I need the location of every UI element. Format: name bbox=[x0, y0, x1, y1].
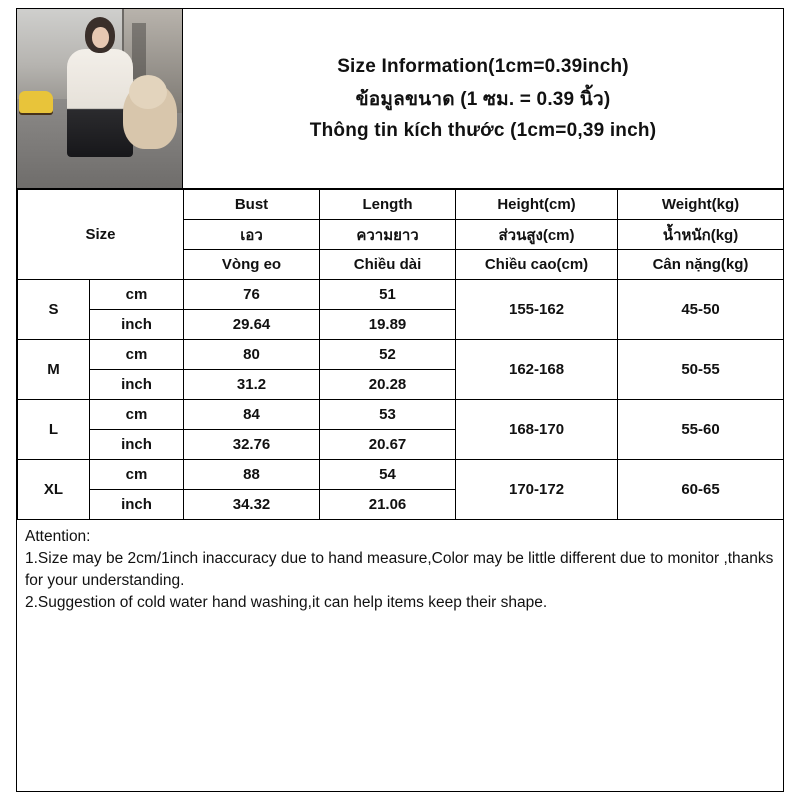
table-row bbox=[18, 280, 784, 310]
header-length-vi: Chiều dài bbox=[320, 250, 456, 280]
row-size-xl: XL bbox=[18, 460, 90, 520]
header-height-vi: Chiều cao(cm) bbox=[456, 250, 618, 280]
row-size-m: M bbox=[18, 340, 90, 400]
xl-length-cm: 54 bbox=[320, 460, 456, 490]
xl-bust-cm: 88 bbox=[184, 460, 320, 490]
photo-dog-head bbox=[129, 75, 167, 109]
s-weight: 45-50 bbox=[618, 280, 784, 340]
unit-cm: cm bbox=[90, 340, 184, 370]
size-table bbox=[17, 189, 784, 520]
model-photo bbox=[17, 9, 183, 188]
s-height: 155-162 bbox=[456, 280, 618, 340]
title-en: Size Information(1cm=0.39inch) bbox=[337, 55, 629, 77]
l-length-in: 20.67 bbox=[320, 430, 456, 460]
s-bust-in: 29.64 bbox=[184, 310, 320, 340]
xl-length-in: 21.06 bbox=[320, 490, 456, 520]
header-height-en: Height(cm) bbox=[456, 190, 618, 220]
xl-bust-in: 34.32 bbox=[184, 490, 320, 520]
table-row bbox=[18, 400, 784, 430]
title-block bbox=[183, 9, 783, 188]
l-bust-cm: 84 bbox=[184, 400, 320, 430]
l-bust-in: 32.76 bbox=[184, 430, 320, 460]
m-bust-in: 31.2 bbox=[184, 370, 320, 400]
table-row bbox=[18, 340, 784, 370]
attention-line-2: 2.Suggestion of cold water hand washing,it can help items keep their shape. bbox=[25, 594, 548, 611]
header-weight-en: Weight(kg) bbox=[618, 190, 784, 220]
s-length-cm: 51 bbox=[320, 280, 456, 310]
header-height-th: ส่วนสูง(cm) bbox=[456, 220, 618, 250]
chart-header bbox=[17, 9, 783, 189]
xl-weight: 60-65 bbox=[618, 460, 784, 520]
unit-cm: cm bbox=[90, 280, 184, 310]
title-th: ข้อมูลขนาด (1 ซม. = 0.39 นิ้ว) bbox=[355, 88, 611, 110]
unit-cm: cm bbox=[90, 460, 184, 490]
l-height: 168-170 bbox=[456, 400, 618, 460]
m-height: 162-168 bbox=[456, 340, 618, 400]
m-length-cm: 52 bbox=[320, 340, 456, 370]
row-size-l: L bbox=[18, 400, 90, 460]
m-length-in: 20.28 bbox=[320, 370, 456, 400]
unit-inch: inch bbox=[90, 370, 184, 400]
photo-taxi bbox=[19, 91, 53, 113]
unit-inch: inch bbox=[90, 490, 184, 520]
header-size-cell: Size bbox=[18, 190, 184, 280]
unit-cm: cm bbox=[90, 400, 184, 430]
attention-line-1: 1.Size may be 2cm/1inch inaccuracy due to hand measure,Color may be little different due to monitor ,thanks for your understanding. bbox=[25, 550, 774, 589]
m-bust-cm: 80 bbox=[184, 340, 320, 370]
title-vi: Thông tin kích thước (1cm=0,39 inch) bbox=[309, 119, 657, 141]
header-bust-en: Bust bbox=[184, 190, 320, 220]
photo-model-face bbox=[92, 27, 109, 48]
xl-height: 170-172 bbox=[456, 460, 618, 520]
unit-inch: inch bbox=[90, 430, 184, 460]
size-chart-sheet bbox=[16, 8, 784, 792]
attention-heading: Attention: bbox=[25, 528, 91, 545]
row-size-s: S bbox=[18, 280, 90, 340]
table-header-row-en bbox=[18, 190, 784, 220]
unit-inch: inch bbox=[90, 310, 184, 340]
s-bust-cm: 76 bbox=[184, 280, 320, 310]
header-bust-th: เอว bbox=[184, 220, 320, 250]
header-length-en: Length bbox=[320, 190, 456, 220]
s-length-in: 19.89 bbox=[320, 310, 456, 340]
table-row bbox=[18, 460, 784, 490]
l-length-cm: 53 bbox=[320, 400, 456, 430]
header-bust-vi: Vòng eo bbox=[184, 250, 320, 280]
header-weight-vi: Cân nặng(kg) bbox=[618, 250, 784, 280]
header-weight-th: น้ำหนัก(kg) bbox=[618, 220, 784, 250]
attention-block bbox=[17, 520, 783, 791]
header-length-th: ความยาว bbox=[320, 220, 456, 250]
l-weight: 55-60 bbox=[618, 400, 784, 460]
m-weight: 50-55 bbox=[618, 340, 784, 400]
